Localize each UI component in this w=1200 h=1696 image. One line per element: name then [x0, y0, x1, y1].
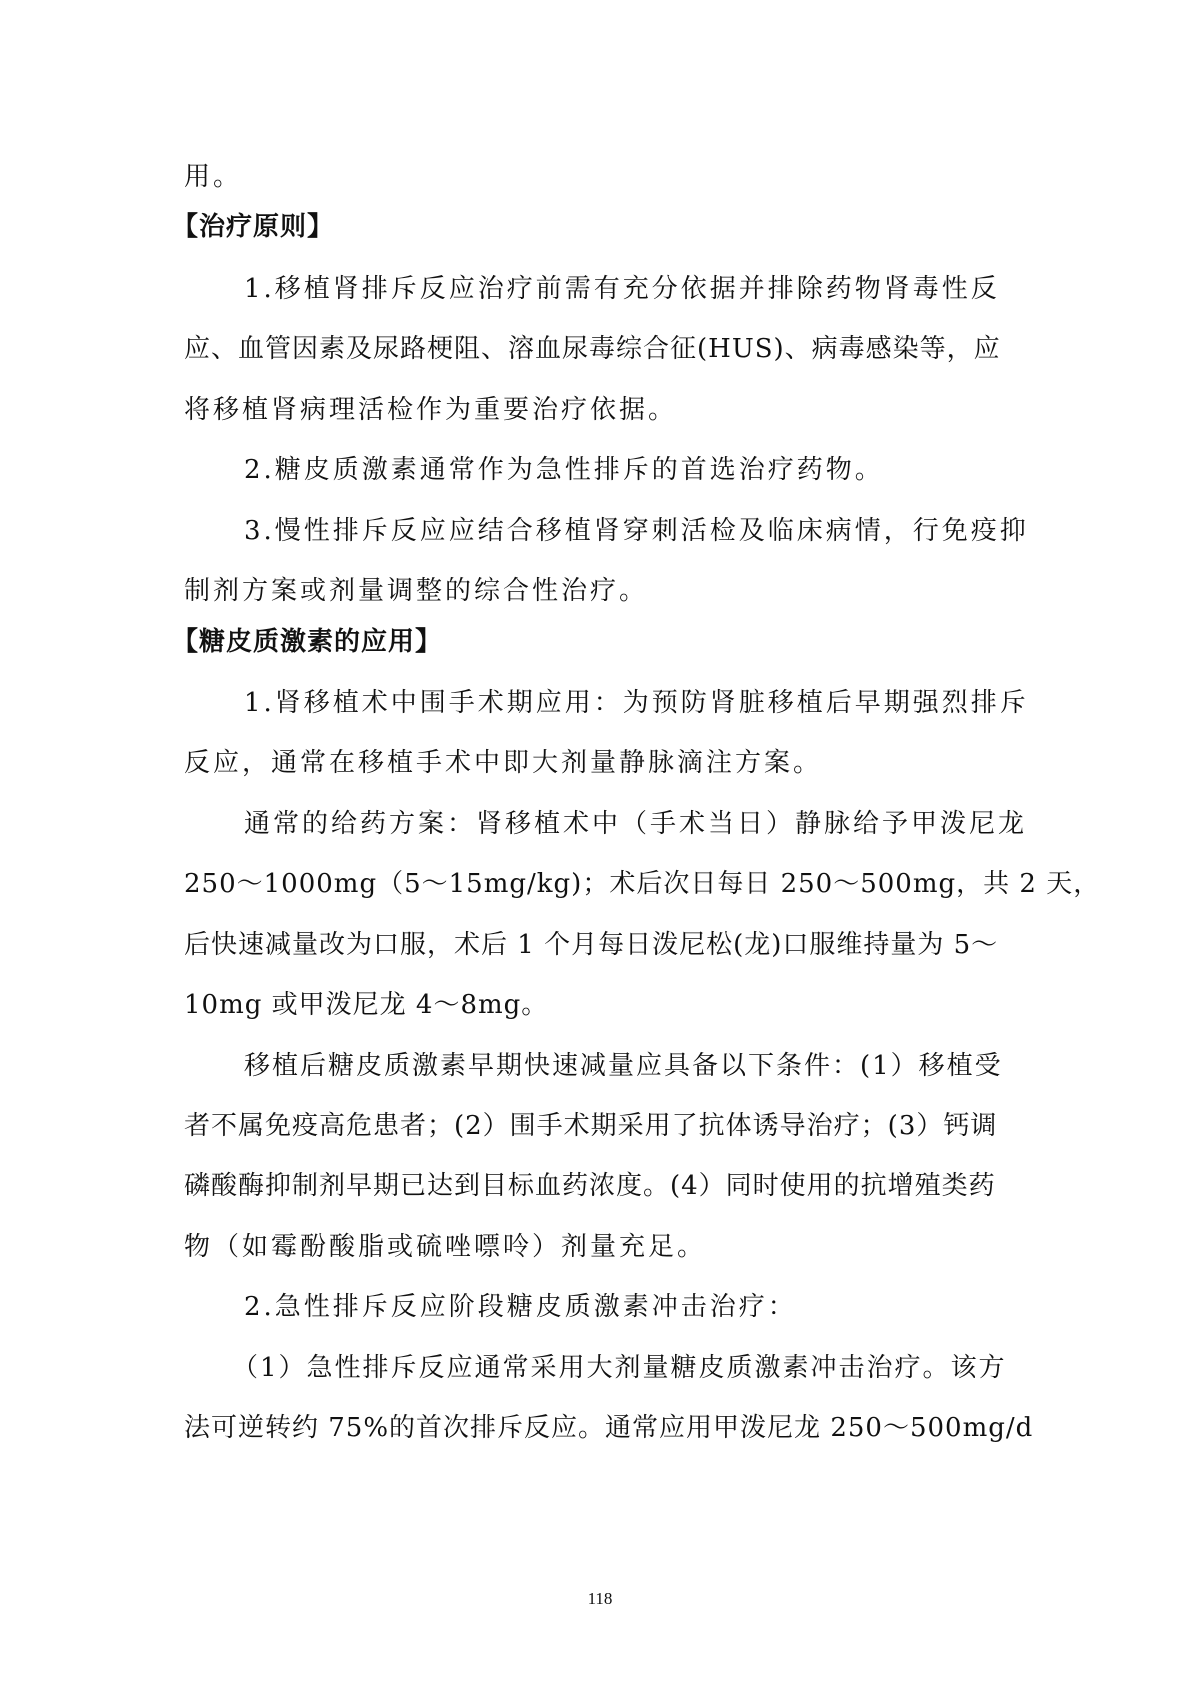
body-text-line: 2.急性排斥反应阶段糖皮质激素冲击治疗：: [244, 1292, 797, 1322]
body-text-line: 后快速减量改为口服，术后 1 个月每日泼尼松(龙)口服维持量为 5～: [184, 930, 999, 960]
body-text-line: 1.肾移植术中围手术期应用：为预防肾脏移植后早期强烈排斥: [244, 688, 1029, 718]
body-text-line: 反应，通常在移植手术中即大剂量静脉滴注方案。: [184, 748, 823, 778]
body-text-line: 250～1000mg（5～15mg/kg)；术后次日每日 250～500mg，共 2 天，: [184, 869, 1101, 899]
body-text-line: 应、血管因素及尿路梗阻、溶血尿毒综合征(HUS)、病毒感染等，应: [184, 334, 1001, 364]
body-text-line: 移植后糖皮质激素早期快速减量应具备以下条件：(1）移植受: [244, 1051, 1003, 1081]
body-text-line: 1.移植肾排斥反应治疗前需有充分依据并排除药物肾毒性反: [244, 274, 1000, 304]
body-text-line: 3.慢性排斥反应应结合移植肾穿刺活检及临床病情，行免疫抑: [244, 516, 1029, 546]
body-text-line: 2.糖皮质激素通常作为急性排斥的首选治疗药物。: [244, 455, 884, 485]
body-text-line: 将移植肾病理活检作为重要治疗依据。: [184, 395, 678, 425]
section-heading-glucocorticoid-use: 【糖皮质激素的应用】: [172, 627, 443, 657]
body-text-line: （1）急性排斥反应通常采用大剂量糖皮质激素冲击治疗。该方: [232, 1353, 1007, 1383]
body-text-line: 法可逆转约 75%的首次排斥反应。通常应用甲泼尼龙 250～500mg/d: [184, 1413, 1034, 1443]
page-number: 118: [587, 1589, 613, 1608]
body-text-line: 通常的给药方案：肾移植术中（手术当日）静脉给予甲泼尼龙: [244, 809, 1028, 839]
body-text-line: 用。: [184, 162, 243, 192]
body-text-line: 物（如霉酚酸脂或硫唑嘌呤）剂量充足。: [184, 1232, 707, 1262]
body-text-line: 者不属免疫高危患者；(2）围手术期采用了抗体诱导治疗；(3）钙调: [184, 1111, 998, 1141]
body-text-line: 10mg 或甲泼尼龙 4～8mg。: [184, 990, 549, 1020]
body-text-line: 磷酸酶抑制剂早期已达到目标血药浓度。(4）同时使用的抗增殖类药: [184, 1171, 996, 1201]
section-heading-treatment-principles: 【治疗原则】: [172, 212, 335, 242]
body-text-line: 制剂方案或剂量调整的综合性治疗。: [184, 576, 649, 606]
